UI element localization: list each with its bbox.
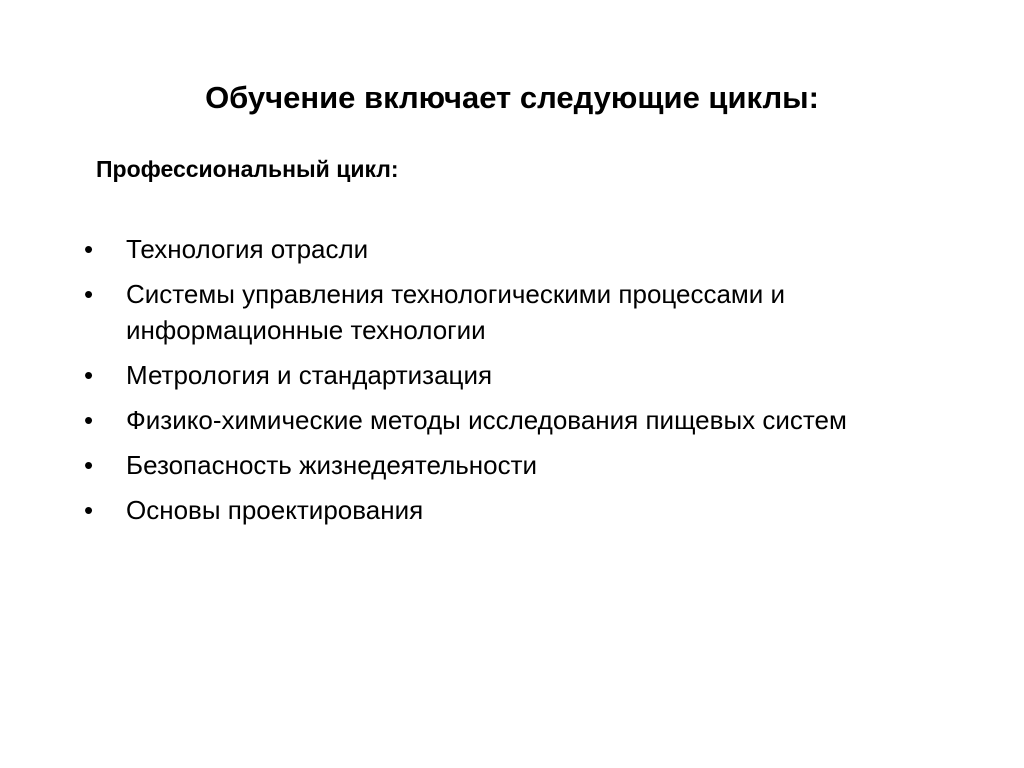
list-item-text: Технология отрасли xyxy=(126,234,369,264)
list-item xyxy=(84,357,944,393)
bullet-icon: • xyxy=(84,360,94,390)
list-item xyxy=(84,492,944,528)
list-item-text: Системы управления технологическими процессами и информационные технологии xyxy=(126,279,786,345)
slide-title: Обучение включает следующие циклы: xyxy=(205,80,819,115)
bullet-icon: • xyxy=(84,495,94,525)
list-item xyxy=(84,447,944,483)
list-item-text: Безопасность жизнедеятельности xyxy=(126,450,538,480)
slide-subtitle: Профессиональный цикл: xyxy=(96,156,399,182)
bullet-icon: • xyxy=(84,279,94,309)
list-item xyxy=(84,231,944,267)
list-item-text: Метрология и стандартизация xyxy=(126,360,493,390)
list-item xyxy=(84,402,944,438)
bullet-icon: • xyxy=(84,234,94,264)
list-item-text: Физико-химические методы исследования пищевых систем xyxy=(126,405,847,435)
bullet-icon: • xyxy=(84,405,94,435)
list-item xyxy=(84,276,944,348)
bullet-list xyxy=(84,231,944,537)
list-item-text: Основы проектирования xyxy=(126,495,424,525)
bullet-icon: • xyxy=(84,450,94,480)
